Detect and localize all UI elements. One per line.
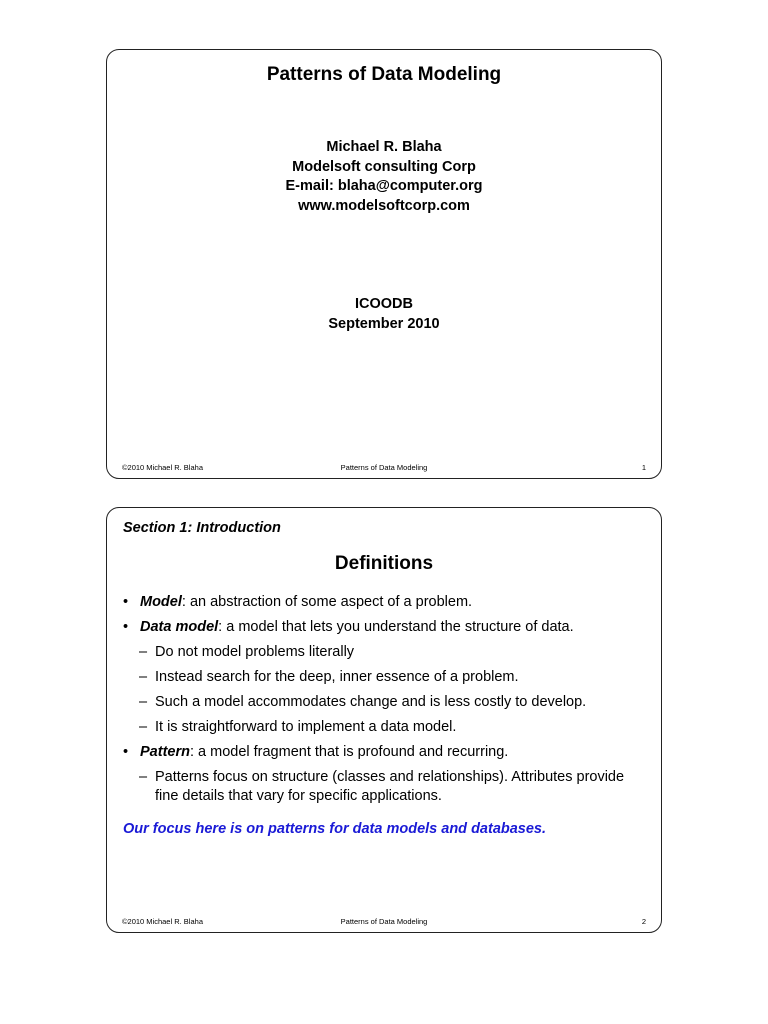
bullet-marker: • [123,744,129,760]
author-company: Modelsoft consulting Corp [292,158,476,175]
author-name: Michael R. Blaha [326,139,442,155]
bullet-marker: – [139,769,148,785]
bullet-text: Do not model problems literally [155,644,355,660]
footer-page-number: 1 [641,463,646,472]
slide-1-footer [122,463,646,473]
author-block [107,138,661,216]
bullet-text: It is straightforward to implement a data model. [155,719,457,735]
bullet-text: : an abstraction of some aspect of a problem. [181,594,473,610]
bullet-marker: – [139,719,148,735]
sub-bullet-item [123,718,647,737]
event-date: September 2010 [328,315,440,332]
event-name: ICOODB [355,296,413,312]
bullet-text: Such a model accommodates change and is less costly to develop. [155,694,587,710]
bullet-list [123,593,647,812]
footer-page-number: 2 [641,917,646,926]
slide-1 [106,49,662,479]
bullet-text: Instead search for the deep, inner essence of a problem. [155,669,519,685]
author-email: E-mail: blaha@computer.org [285,178,483,194]
sub-bullet-item [123,768,647,806]
bullet-marker: – [139,694,148,710]
bullet-marker: – [139,669,148,685]
bullet-marker: • [123,594,129,610]
bullet-term: Data model [140,619,219,635]
footer-copyright: ©2010 Michael R. Blaha [122,917,203,926]
slide-2 [106,507,662,933]
event-block [107,295,661,334]
bullet-marker: • [123,619,129,635]
footer-copyright: ©2010 Michael R. Blaha [122,463,203,472]
focus-statement: Our focus here is on patterns for data models and databases. [123,821,547,837]
sub-bullet-item [123,643,647,662]
bullet-term: Model [140,594,182,610]
bullet-item [123,593,647,612]
slide-2-footer [122,917,646,927]
bullet-text: : a model fragment that is profound and recurring. [189,744,509,760]
bullet-text: : a model that lets you understand the structure of data. [218,619,574,635]
bullet-item [123,618,647,637]
slide-2-title: Definitions [334,553,434,574]
bullet-item [123,743,647,762]
bullet-term: Pattern [140,744,190,760]
bullet-text: Patterns focus on structure (classes and relationships). Attributes provide fine details that vary for specific applications. [155,769,625,804]
sub-bullet-item [123,668,647,687]
footer-title: Patterns of Data Modeling [340,463,428,472]
bullet-marker: – [139,644,148,660]
author-website: www.modelsoftcorp.com [298,197,470,214]
sub-bullet-item [123,693,647,712]
slide-1-title: Patterns of Data Modeling [266,64,502,85]
section-label: Section 1: Introduction [123,520,281,536]
footer-title: Patterns of Data Modeling [340,917,428,926]
